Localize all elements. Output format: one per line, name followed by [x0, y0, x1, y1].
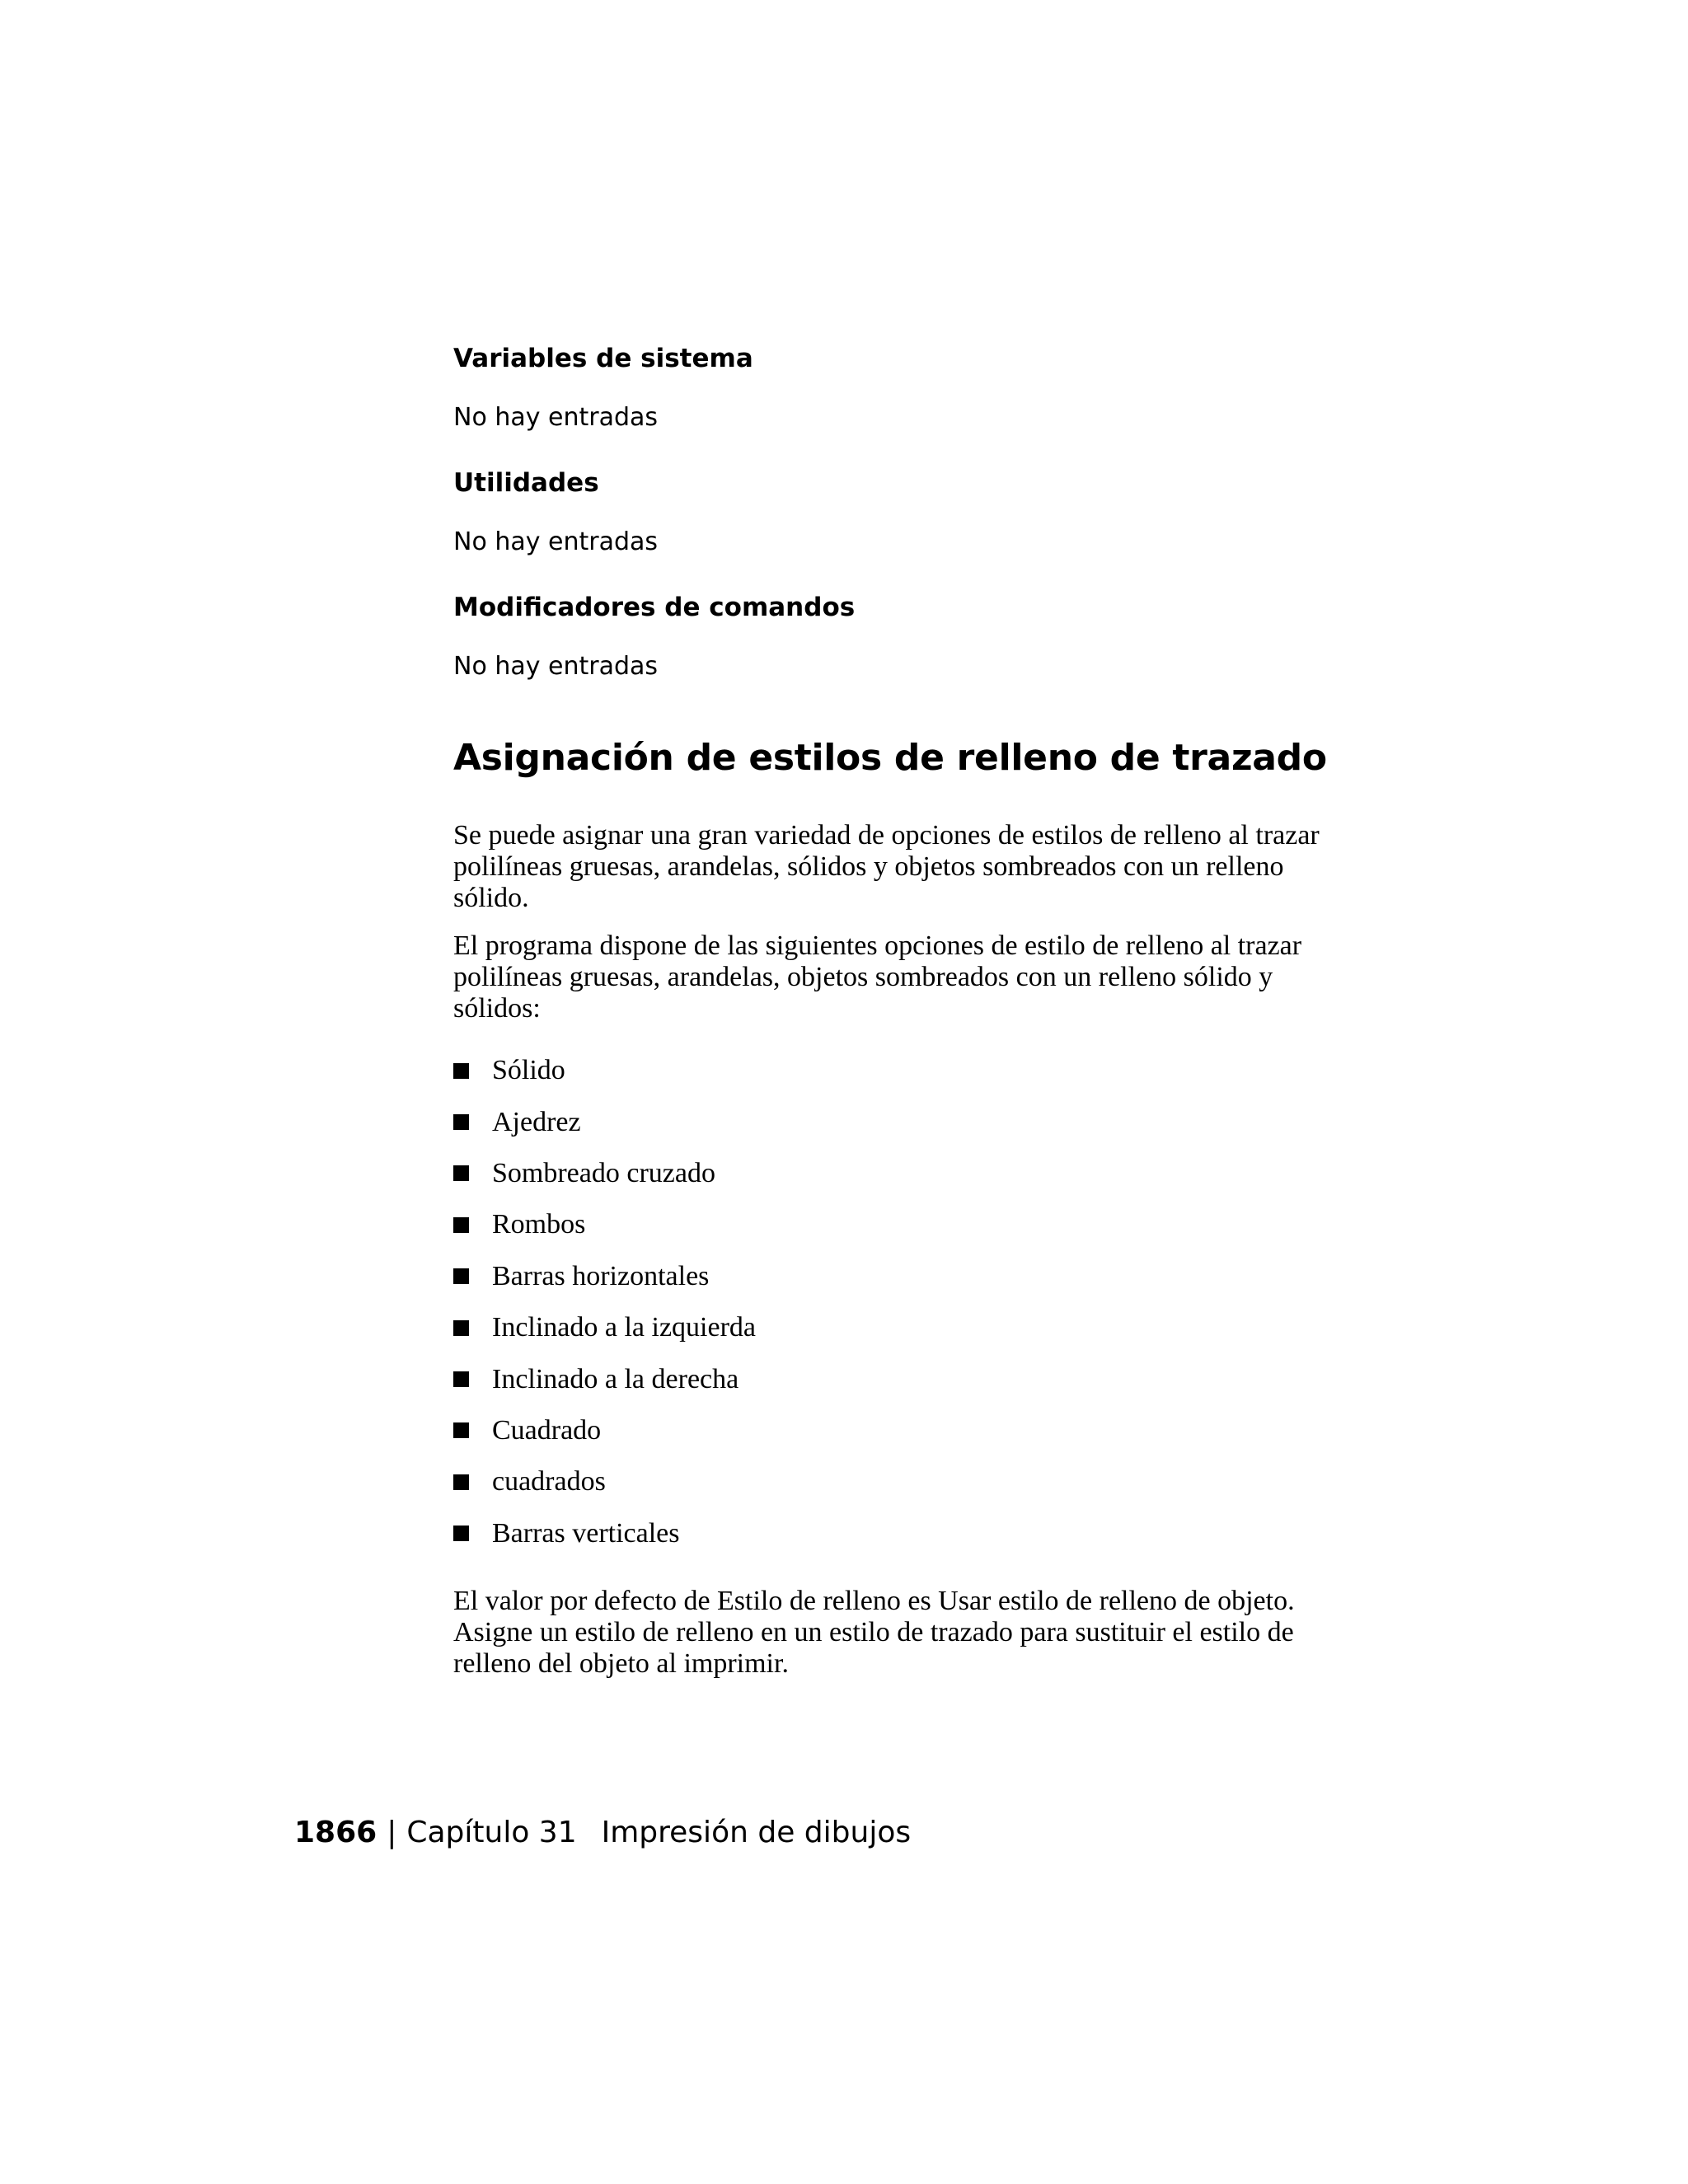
square-bullet-icon [453, 1165, 469, 1181]
square-bullet-icon [453, 1268, 469, 1284]
fill-style-list [453, 1045, 1360, 1559]
section-heading-command-modifiers: Modificadores de comandos [453, 593, 856, 622]
list-item [453, 1251, 1360, 1302]
square-bullet-icon [453, 1114, 469, 1130]
footer-chapter-title: Impresión de dibujos [601, 1816, 912, 1849]
list-item-label: Inclinado a la derecha [492, 1363, 739, 1394]
list-item [453, 1456, 1360, 1507]
list-item [453, 1508, 1360, 1559]
list-item [453, 1148, 1360, 1199]
list-item-label: Cuadrado [492, 1414, 602, 1446]
list-item-label: Barras horizontales [492, 1260, 710, 1291]
intro-paragraph: Se puede asignar una gran variedad de opciones de estilos de relleno al trazar polilíneas gruesas, arandelas, sólidos y objetos sombreados con un relleno sólido. [453, 820, 1320, 913]
list-item [453, 1302, 1360, 1353]
list-item-label: Barras verticales [492, 1517, 680, 1549]
section-entry-system-variables: No hay entradas [453, 403, 659, 432]
square-bullet-icon [453, 1474, 469, 1490]
list-item-label: Inclinado a la izquierda [492, 1312, 757, 1343]
section-heading-utilities: Utilidades [453, 468, 599, 498]
list-item-label: Rombos [492, 1209, 586, 1240]
options-paragraph: El programa dispone de las siguientes opciones de estilo de relleno al trazar polilíneas gruesas, arandelas, objetos sombreados con un relleno sólido y sólidos: [453, 930, 1302, 1024]
list-item-label: Sombreado cruzado [492, 1157, 715, 1188]
section-entry-command-modifiers: No hay entradas [453, 652, 659, 681]
list-item-label: Ajedrez [492, 1106, 581, 1137]
list-item-label: cuadrados [492, 1466, 606, 1497]
footer-separator: | [387, 1816, 397, 1849]
list-item [453, 1045, 1360, 1096]
footer-chapter: Capítulo 31 [406, 1816, 577, 1849]
page-footer [294, 1813, 911, 1853]
square-bullet-icon [453, 1526, 469, 1541]
list-item [453, 1353, 1360, 1404]
square-bullet-icon [453, 1320, 469, 1336]
page-title: Asignación de estilos de relleno de trazado [453, 737, 1327, 779]
page-number: 1866 [294, 1816, 377, 1849]
page-content [453, 342, 1360, 1680]
square-bullet-icon [453, 1371, 469, 1387]
square-bullet-icon [453, 1063, 469, 1079]
square-bullet-icon [453, 1217, 469, 1233]
list-item [453, 1096, 1360, 1147]
section-entry-utilities: No hay entradas [453, 527, 659, 556]
section-heading-system-variables: Variables de sistema [453, 344, 753, 373]
default-value-paragraph: El valor por defecto de Estilo de relleno es Usar estilo de relleno de objeto. Asigne un estilo de relleno en un estilo de trazado para sustituir el estilo de relleno del objeto al imprimir. [453, 1585, 1295, 1679]
list-item [453, 1405, 1360, 1456]
list-item-label: Sólido [492, 1055, 565, 1086]
square-bullet-icon [453, 1422, 469, 1438]
list-item [453, 1199, 1360, 1250]
